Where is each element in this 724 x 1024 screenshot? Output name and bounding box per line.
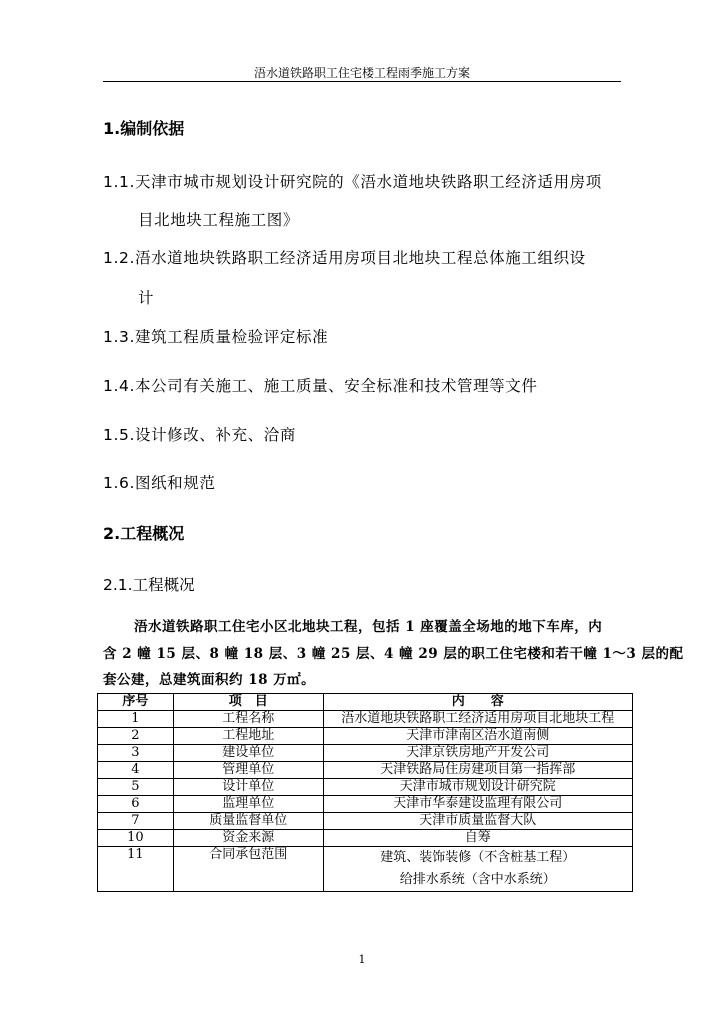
cell-content — [323, 847, 632, 892]
basis-item-1-2-continuation: 计 — [138, 289, 155, 307]
cell-content: 自筹 — [323, 830, 632, 847]
cell-content: 天津市质量监督大队 — [323, 813, 632, 830]
table-row — [98, 830, 633, 847]
basis-item-1-6 — [103, 471, 216, 493]
item-text: 本公司有关施工、施工质量、安全标准和技术管理等文件 — [134, 377, 538, 395]
overview-paragraph-line-1: 浯水道铁路职工住宅小区北地块工程，包括 1 座覆盖全场地的地下车库，内 — [134, 619, 603, 635]
table-row — [98, 711, 633, 728]
item-number: 1.6. — [103, 474, 135, 492]
cell-item: 资金来源 — [173, 830, 323, 847]
header-divider — [103, 81, 621, 82]
contract-scope-line-1: 建筑、装饰装修（不含桩基工程） — [380, 850, 576, 865]
cell-no: 5 — [98, 779, 174, 796]
item-text: 设计修改、补充、洽商 — [134, 426, 296, 444]
cell-item: 监理单位 — [173, 796, 323, 813]
item-number: 1.1. — [103, 173, 135, 191]
cell-content: 浯水道地块铁路职工经济适用房项目北地块工程 — [323, 711, 632, 728]
table-row — [98, 796, 633, 813]
cell-item: 建设单位 — [173, 745, 323, 762]
cell-item: 质量监督单位 — [173, 813, 323, 830]
cell-no: 2 — [98, 728, 174, 745]
cell-content: 天津市华泰建设监理有限公司 — [323, 796, 632, 813]
item-text: 图纸和规范 — [134, 474, 216, 492]
cell-item: 工程地址 — [173, 728, 323, 745]
basis-item-1-1 — [103, 170, 602, 192]
item-number: 1.3. — [103, 328, 135, 346]
item-text: 建筑工程质量检验评定标准 — [134, 328, 329, 346]
cell-no: 7 — [98, 813, 174, 830]
basis-item-1-4 — [103, 374, 538, 396]
column-header-item: 项 目 — [173, 694, 323, 711]
section-2-heading: 2.工程概况 — [103, 524, 185, 543]
item-text: 天津市城市规划设计研究院的《浯水道地块铁路职工经济适用房项 — [134, 173, 602, 191]
item-number: 1.4. — [103, 377, 135, 395]
table-row — [98, 779, 633, 796]
overview-paragraph-line-3: 套公建，总建筑面积约 18 万㎡。 — [103, 672, 316, 688]
table-row — [98, 728, 633, 745]
cell-item: 设计单位 — [173, 779, 323, 796]
item-text: 浯水道地块铁路职工经济适用房项目北地块工程总体施工组织设 — [134, 249, 586, 267]
table-row — [98, 745, 633, 762]
item-number: 1.5. — [103, 426, 135, 444]
cell-content: 天津市津南区浯水道南侧 — [323, 728, 632, 745]
page-header-title: 浯水道铁路职工住宅楼工程雨季施工方案 — [253, 66, 470, 80]
overview-paragraph-line-2: 含 2 幢 15 层、8 幢 18 层、3 幢 25 层、4 幢 29 层的职工住宅楼和若干幢 1～3 层的配 — [103, 646, 684, 662]
table-row — [98, 813, 633, 830]
table-header-row — [98, 694, 633, 711]
basis-item-1-1-continuation: 目北地块工程施工图》 — [138, 211, 300, 229]
table-row — [98, 847, 633, 892]
section-1-heading: 1.编制依据 — [103, 119, 185, 138]
cell-no: 6 — [98, 796, 174, 813]
cell-no: 4 — [98, 762, 174, 779]
cell-content: 天津京铁房地产开发公司 — [323, 745, 632, 762]
column-header-content: 内 容 — [323, 694, 632, 711]
cell-content: 天津市城市规划设计研究院 — [323, 779, 632, 796]
contract-scope-line-2: 给排水系统（含中水系统） — [399, 872, 556, 887]
cell-content: 天津铁路局住房建项目第一指挥部 — [323, 762, 632, 779]
item-number: 1.2. — [103, 249, 135, 267]
cell-no: 1 — [98, 711, 174, 728]
page-number: 1 — [358, 953, 366, 966]
cell-item: 管理单位 — [173, 762, 323, 779]
cell-no: 10 — [98, 830, 174, 847]
basis-item-1-3 — [103, 325, 328, 347]
basis-item-1-2 — [103, 246, 586, 268]
cell-item: 工程名称 — [173, 711, 323, 728]
section-2-1-heading: 2.1.工程概况 — [103, 576, 195, 594]
cell-no: 3 — [98, 745, 174, 762]
cell-item: 合同承包范围 — [173, 847, 323, 892]
cell-no: 11 — [98, 847, 174, 892]
basis-item-1-5 — [103, 423, 296, 445]
project-info-table — [97, 693, 633, 892]
table-row — [98, 762, 633, 779]
column-header-no: 序号 — [98, 694, 174, 711]
